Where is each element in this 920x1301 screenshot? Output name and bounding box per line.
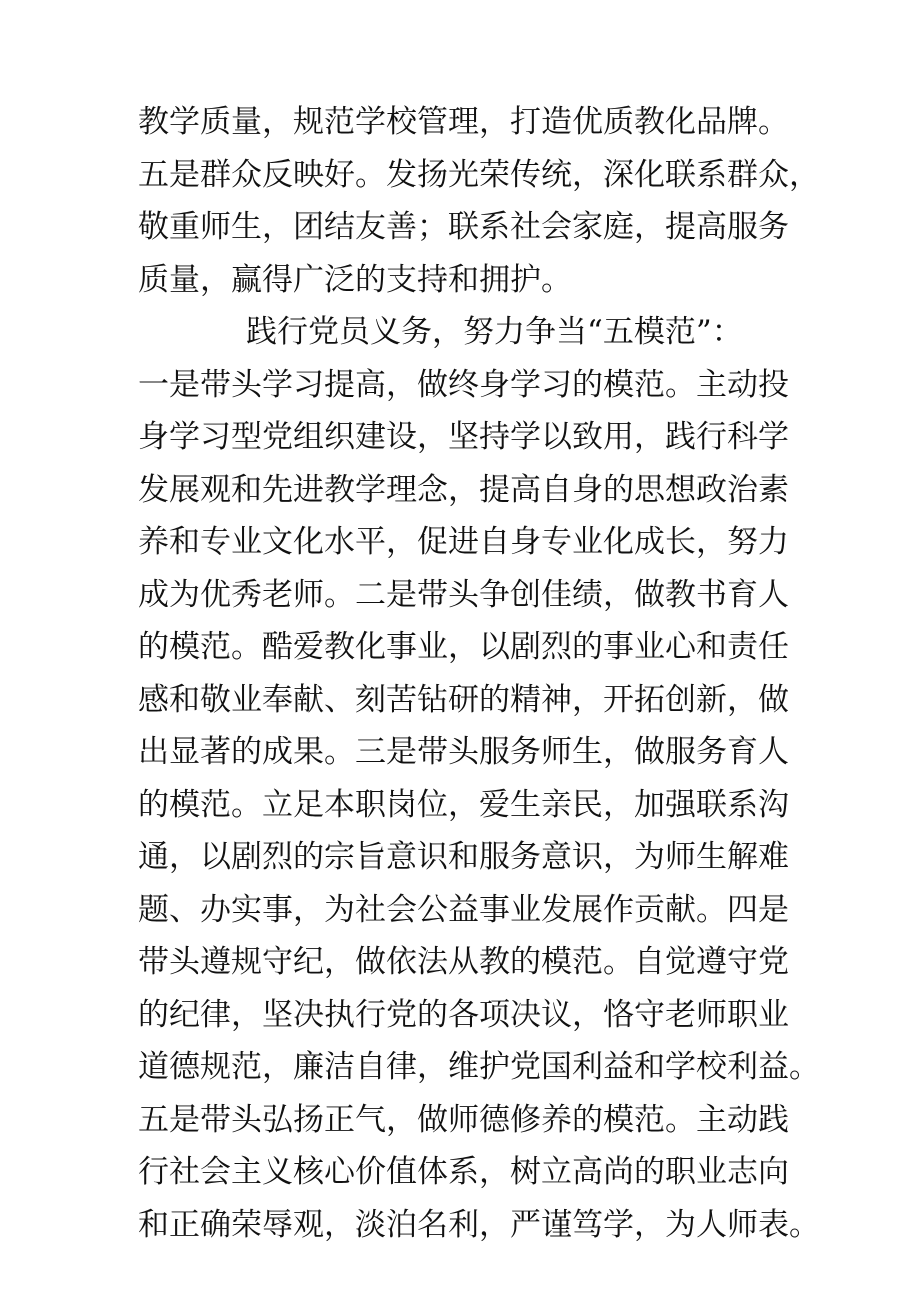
text-line: 通，以剧烈的宗旨意识和服务意识，为师生解难 bbox=[138, 839, 789, 875]
text-line: 出显著的成果。三是带头服务师生，做服务育人 bbox=[138, 734, 789, 770]
text-line: 带头遵规守纪，做依法从教的模范。自觉遵守党 bbox=[138, 944, 789, 980]
text-line: 的模范。酷爱教化事业，以剧烈的事业心和责任 bbox=[138, 629, 789, 665]
text-line: 行社会主义核心价值体系，树立高尚的职业志向 bbox=[138, 1154, 789, 1190]
text-line: 发展观和先进教学理念，提高自身的思想政治素 bbox=[138, 471, 789, 508]
text-line: 的模范。立足本职岗位，爱生亲民，加强联系沟 bbox=[138, 786, 789, 823]
text-line: 五是带头弘扬正气，做师德修养的模范。主动践 bbox=[138, 1101, 789, 1138]
body-text bbox=[138, 96, 820, 1251]
text-line: 质量，赢得广泛的支持和拥护。 bbox=[138, 261, 572, 298]
text-line: 道德规范，廉洁自律，维护党国利益和学校利益。 bbox=[138, 1049, 820, 1085]
text-line: 养和专业文化水平，促进自身专业化成长，努力 bbox=[138, 524, 789, 560]
text-line: 成为优秀老师。二是带头争创佳绩，做教书育人 bbox=[138, 576, 789, 613]
text-line: 感和敬业奉献、刻苦钻研的精神，开拓创新，做 bbox=[138, 681, 789, 718]
text-line: 五是群众反映好。发扬光荣传统，深化联系群众， bbox=[138, 156, 820, 193]
text-line: 一是带头学习提高，做终身学习的模范。主动投 bbox=[138, 366, 789, 403]
text-line: 敬重师生，团结友善；联系社会家庭，提高服务 bbox=[138, 209, 789, 245]
text-line: 的纪律，坚决执行党的各项决议，恪守老师职业 bbox=[138, 996, 789, 1033]
text-line: 和正确荣辱观，淡泊名利，严谨笃学，为人师表。 bbox=[138, 1206, 820, 1243]
text-line: 题、办实事，为社会公益事业发展作贡献。四是 bbox=[138, 891, 789, 928]
text-line: 教学质量，规范学校管理，打造优质教化品牌。 bbox=[138, 104, 789, 140]
text-line: 身学习型党组织建设，坚持学以致用，践行科学 bbox=[138, 419, 789, 455]
section-heading-line: 践行党员义务，努力争当“五模范”： bbox=[246, 314, 743, 350]
